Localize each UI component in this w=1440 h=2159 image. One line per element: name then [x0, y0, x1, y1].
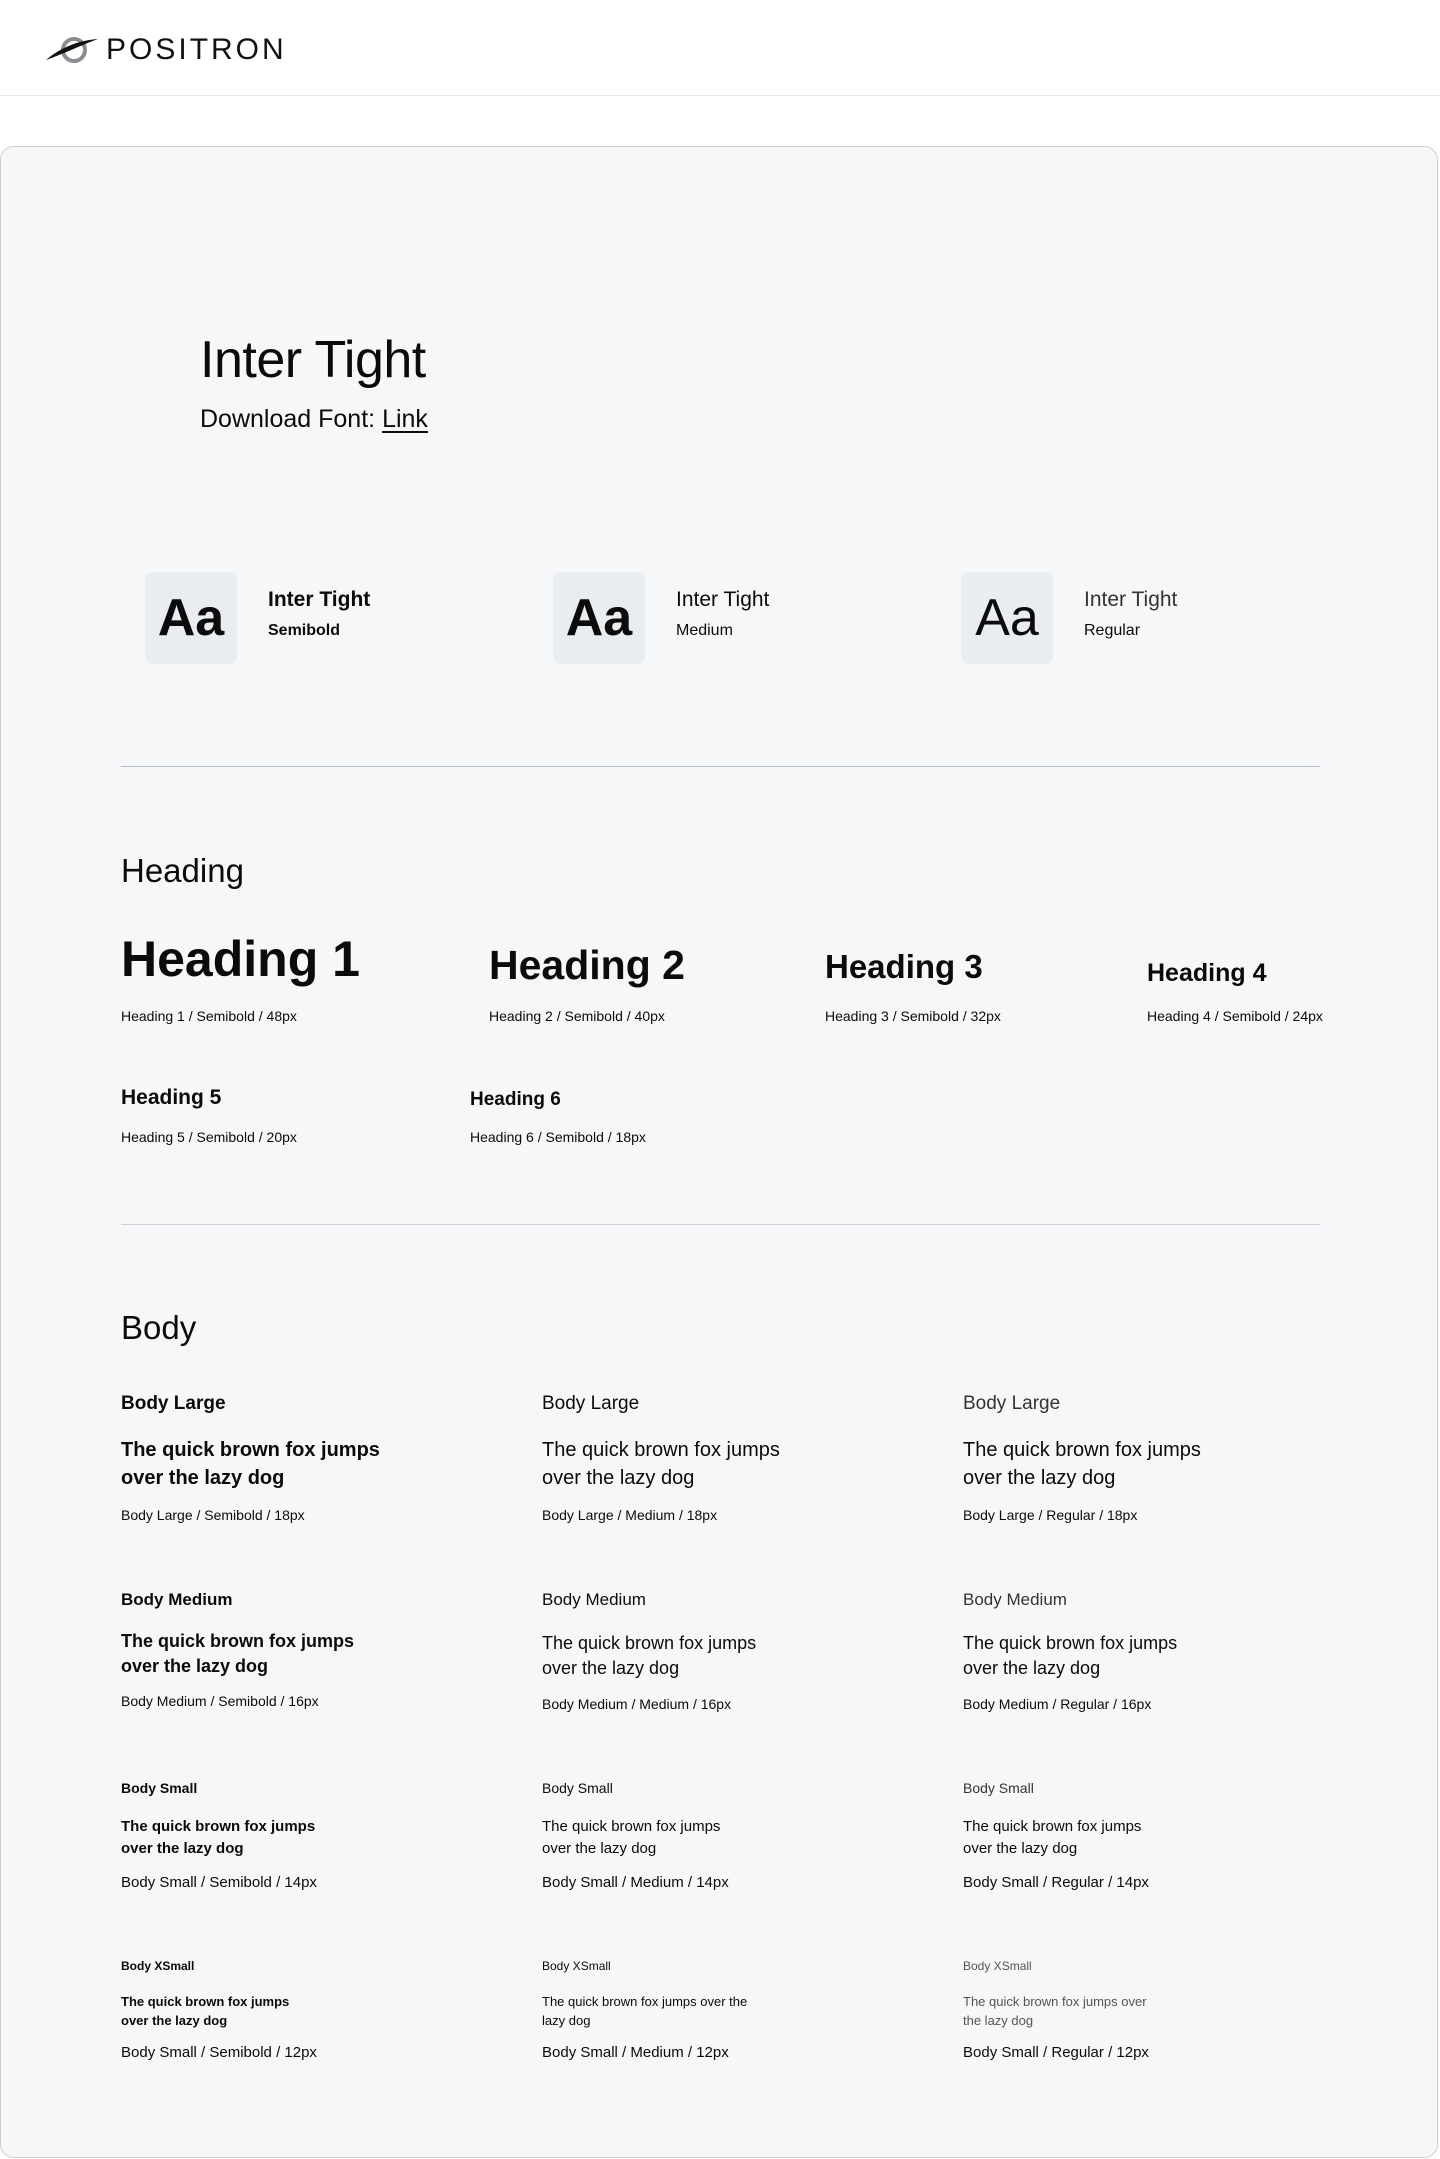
- body-xsmall-medium-sample: The quick brown fox jumps over the lazy dog: [542, 1994, 748, 2028]
- weight-family-name: Inter Tight: [1084, 588, 1178, 611]
- body-large-medium-sample: The quick brown fox jumps over the lazy dog: [542, 1439, 780, 1489]
- body-small-label: Body Small: [121, 1780, 198, 1796]
- typography-card: [0, 146, 1438, 2158]
- weight-sample-box: Aa: [961, 572, 1053, 664]
- heading-1-spec: Heading 1 / Semibold / 48px: [121, 1008, 297, 1024]
- body-xsmall-label: Body XSmall: [542, 1959, 611, 1973]
- heading-2-spec: Heading 2 / Semibold / 40px: [489, 1008, 665, 1024]
- weight-sample-box: Aa: [553, 572, 645, 664]
- weight-name: Medium: [676, 622, 733, 639]
- body-large-regular-spec: Body Large / Regular / 18px: [963, 1507, 1138, 1523]
- body-large-semibold-spec: Body Large / Semibold / 18px: [121, 1507, 305, 1523]
- body-xsmall-label: Body XSmall: [963, 1959, 1032, 1973]
- body-large-medium-spec: Body Large / Medium / 18px: [542, 1507, 718, 1523]
- body-section-title: Body: [121, 1309, 197, 1346]
- download-label: Download Font:: [200, 405, 376, 433]
- section-divider: [121, 766, 1320, 767]
- brand-logo[interactable]: [44, 30, 287, 70]
- body-small-regular-spec: Body Small / Regular / 14px: [963, 1874, 1149, 1891]
- heading-1-sample: Heading 1: [121, 931, 360, 987]
- heading-5-spec: Heading 5 / Semibold / 20px: [121, 1129, 297, 1145]
- top-bar: [0, 0, 1440, 96]
- body-small-medium-spec: Body Small / Medium / 14px: [542, 1874, 729, 1891]
- heading-4-sample: Heading 4: [1147, 959, 1267, 987]
- weight-family-name: Inter Tight: [268, 588, 371, 611]
- heading-5-sample: Heading 5: [121, 1086, 222, 1109]
- body-xsmall-label: Body XSmall: [121, 1959, 195, 1973]
- body-large-semibold-sample: The quick brown fox jumps over the lazy dog: [121, 1439, 380, 1489]
- body-large-regular-sample: The quick brown fox jumps over the lazy dog: [963, 1439, 1201, 1489]
- heading-6-spec: Heading 6 / Semibold / 18px: [470, 1129, 646, 1145]
- body-medium-medium-sample: The quick brown fox jumps over the lazy dog: [542, 1633, 757, 1678]
- body-xsmall-semibold-spec: Body Small / Semibold / 12px: [121, 2044, 317, 2061]
- body-medium-semibold-sample: The quick brown fox jumps over the lazy dog: [121, 1631, 355, 1676]
- body-large-label: Body Large: [542, 1393, 640, 1414]
- body-small-semibold-sample: The quick brown fox jumps over the lazy dog: [121, 1818, 316, 1857]
- body-xsmall-semibold-sample: The quick brown fox jumps over the lazy dog: [121, 1994, 290, 2028]
- weight-family-name: Inter Tight: [676, 588, 770, 611]
- body-medium-regular-sample: The quick brown fox jumps over the lazy dog: [963, 1633, 1178, 1678]
- font-family-title: Inter Tight: [200, 331, 426, 389]
- heading-section-title: Heading: [121, 852, 244, 889]
- heading-2-sample: Heading 2: [489, 942, 685, 988]
- download-font-line: [200, 403, 428, 435]
- planet-orbit-icon: [44, 30, 100, 70]
- body-small-label: Body Small: [963, 1780, 1034, 1796]
- body-small-semibold-spec: Body Small / Semibold / 14px: [121, 1874, 317, 1891]
- weight-sample-box: Aa: [145, 572, 237, 664]
- body-small-label: Body Small: [542, 1780, 613, 1796]
- weight-name: Semibold: [268, 622, 341, 639]
- body-small-medium-sample: The quick brown fox jumps over the lazy dog: [542, 1818, 721, 1857]
- body-xsmall-regular-spec: Body Small / Regular / 12px: [963, 2044, 1149, 2061]
- body-xsmall-regular-sample: The quick brown fox jumps over the lazy dog: [963, 1994, 1147, 2028]
- body-large-label: Body Large: [121, 1393, 226, 1414]
- weight-name: Regular: [1084, 622, 1141, 639]
- body-small-regular-sample: The quick brown fox jumps over the lazy dog: [963, 1818, 1142, 1857]
- body-medium-regular-spec: Body Medium / Regular / 16px: [963, 1696, 1152, 1712]
- heading-6-sample: Heading 6: [470, 1089, 561, 1110]
- body-medium-semibold-spec: Body Medium / Semibold / 16px: [121, 1693, 319, 1709]
- heading-3-sample: Heading 3: [825, 948, 983, 985]
- body-medium-label: Body Medium: [121, 1590, 233, 1609]
- body-medium-label: Body Medium: [542, 1590, 646, 1609]
- brand-name: POSITRON: [106, 33, 287, 66]
- body-xsmall-medium-spec: Body Small / Medium / 12px: [542, 2044, 729, 2061]
- heading-4-spec: Heading 4 / Semibold / 24px: [1147, 1008, 1323, 1024]
- section-divider: [121, 1224, 1320, 1225]
- download-link[interactable]: Link: [382, 405, 428, 433]
- body-medium-label: Body Medium: [963, 1590, 1067, 1609]
- heading-3-spec: Heading 3 / Semibold / 32px: [825, 1008, 1001, 1024]
- body-large-label: Body Large: [963, 1393, 1061, 1414]
- body-medium-medium-spec: Body Medium / Medium / 16px: [542, 1696, 732, 1712]
